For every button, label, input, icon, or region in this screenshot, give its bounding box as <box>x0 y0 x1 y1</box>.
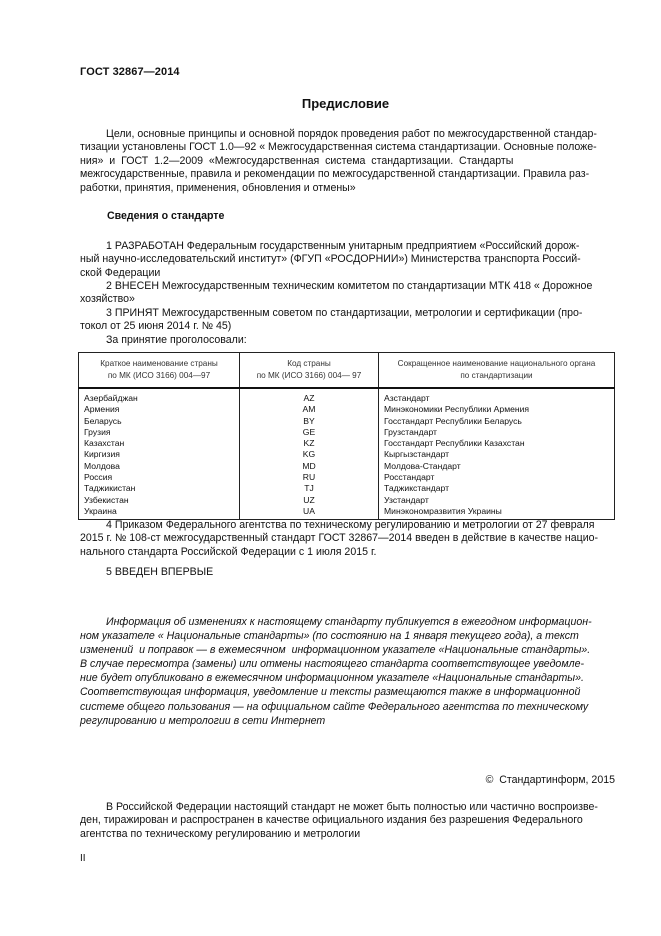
intro-line: межгосударственные, правила и рекомендации по межгосударственной стандартизации. Правила раз- <box>80 168 590 181</box>
cell-country-code: RU <box>240 472 379 483</box>
item-2 <box>80 280 615 307</box>
cell-country-name: Киргизия <box>79 449 240 460</box>
cell-country-code: AZ <box>240 388 379 404</box>
header-country-code: Код страны по МК (ИСО 3166) 004— 97 <box>240 353 379 389</box>
cell-country-name: Россия <box>79 472 240 483</box>
item-line: токол от 25 июня 2014 г. № 45) <box>80 320 232 333</box>
intro-line: работки, принятия, применения, обновления и отмены» <box>80 181 356 194</box>
countries-table <box>78 352 615 520</box>
page-number: II <box>80 853 86 864</box>
rights-paragraph <box>80 801 615 841</box>
cell-country-code: TJ <box>240 483 379 494</box>
intro-line: ния» и ГОСТ 1.2—2009 «Межгосударственная система стандартизации. Стандарты <box>80 154 514 167</box>
cell-standards-body: Госстандарт Республики Казахстан <box>379 438 615 449</box>
table-row <box>79 506 615 520</box>
item-line: ской Федерации <box>80 266 161 279</box>
cell-standards-body: Минэкономики Республики Армения <box>379 404 615 415</box>
header-standards-body: Сокращенное наименование национального органа по стандартизации <box>379 353 615 389</box>
cell-standards-body: Минэкономразвития Украины <box>379 506 615 520</box>
cell-standards-body: Азстандарт <box>379 388 615 404</box>
cell-country-code: UZ <box>240 495 379 506</box>
rights-line: агентства по техническому регулированию и метрологии <box>80 827 361 840</box>
cell-country-code: GE <box>240 427 379 438</box>
cell-standards-body: Узстандарт <box>379 495 615 506</box>
table-row <box>79 472 615 483</box>
cell-standards-body: Росстандарт <box>379 472 615 483</box>
cell-country-code: KZ <box>240 438 379 449</box>
cell-country-name: Узбекистан <box>79 495 240 506</box>
cell-standards-body: Госстандарт Республики Беларусь <box>379 416 615 427</box>
item-1 <box>80 240 615 280</box>
intro-line: Цели, основные принципы и основной порядок проведения работ по межгосударственной стандар- <box>106 128 597 140</box>
cell-country-code: UA <box>240 506 379 520</box>
table-row <box>79 416 615 427</box>
cell-standards-body: Таджикстандарт <box>379 483 615 494</box>
table-row <box>79 427 615 438</box>
cell-country-name: Таджикистан <box>79 483 240 494</box>
cell-country-name: Молдова <box>79 461 240 472</box>
info-line: системе общего пользования — на официальном сайте Федерального агентства по техническому <box>80 700 589 713</box>
info-line: изменений и поправок — в ежемесячном информационном указателе «Национальные стандарты». <box>80 644 591 657</box>
item-line: хозяйство» <box>80 293 135 306</box>
item-line: 2 ВНЕСЕН Межгосударственным техническим комитетом по стандартизации МТК 418 « Дорожное <box>106 280 593 292</box>
cell-country-name: Грузия <box>79 427 240 438</box>
copyright-notice: © Стандартинформ, 2015 <box>485 774 615 786</box>
item-line: 1 РАЗРАБОТАН Федеральным государственным унитарным предприятием «Российский дорож- <box>106 240 580 252</box>
item-line: 3 ПРИНЯТ Межгосударственным советом по стандартизации, метрологии и сертификации (про- <box>106 307 583 319</box>
item-line: нального стандарта Российской Федерации с 1 июля 2015 г. <box>80 545 377 558</box>
info-line: Информация об изменениях к настоящему стандарту публикуется в ежегодном информацион- <box>106 616 592 628</box>
cell-country-code: MD <box>240 461 379 472</box>
cell-country-code: KG <box>240 449 379 460</box>
table-row <box>79 388 615 404</box>
section-heading: Сведения о стандарте <box>107 210 225 222</box>
cell-standards-body: Грузстандарт <box>379 427 615 438</box>
info-line: ном указателе « Национальные стандарты» (по состоянию на 1 января текущего года), а текст <box>80 630 579 643</box>
voted-label: За принятие проголосовали: <box>106 334 247 346</box>
table-body <box>79 388 615 520</box>
info-line: Соответствующая информация, уведомление и тексты размещаются также в информационной <box>80 686 581 699</box>
cell-country-code: BY <box>240 416 379 427</box>
table-row <box>79 495 615 506</box>
rights-line: ден, тиражирован и распространен в качестве официального издания без разрешения Федерального <box>80 814 583 827</box>
cell-country-code: AM <box>240 404 379 415</box>
table-row <box>79 461 615 472</box>
item-4 <box>80 519 615 559</box>
intro-line: тизации установлены ГОСТ 1.0—92 « Межгосударственная система стандартизации. Основные положе- <box>80 141 597 154</box>
table-row <box>79 438 615 449</box>
item-3 <box>80 307 615 334</box>
cell-standards-body: Кыргызстандарт <box>379 449 615 460</box>
item-5: 5 ВВЕДЕН ВПЕРВЫЕ <box>106 566 214 578</box>
info-line: ние будет опубликовано в ежемесячном информационном указателе «Национальные стандарты». <box>80 672 584 685</box>
info-line: В случае пересмотра (замены) или отмены настоящего стандарта соответствующее уведомле- <box>80 658 584 671</box>
rights-line: В Российской Федерации настоящий стандарт не может быть полностью или частично воспроизве- <box>106 801 598 813</box>
document-id: ГОСТ 32867—2014 <box>80 66 180 78</box>
item-line: ный научно-исследовательский институт» (ФГУП «РОСДОРНИИ») Министерства транспорта Россий- <box>80 253 581 266</box>
cell-country-name: Украина <box>79 506 240 520</box>
cell-country-name: Казахстан <box>79 438 240 449</box>
info-paragraph <box>80 615 615 728</box>
header-country-name: Краткое наименование страны по МК (ИСО 3166) 004—97 <box>79 353 240 389</box>
table-header-row <box>79 353 615 389</box>
item-line: 2015 г. № 108-ст межгосударственный стандарт ГОСТ 32867—2014 введен в действие в качестве нацио- <box>80 532 599 545</box>
intro-paragraph <box>80 128 615 195</box>
table-row <box>79 449 615 460</box>
table-row <box>79 404 615 415</box>
cell-country-name: Азербайджан <box>79 388 240 404</box>
table-row <box>79 483 615 494</box>
info-line: регулированию и метрологии в сети Интернет <box>80 714 326 727</box>
cell-country-name: Беларусь <box>79 416 240 427</box>
page-title: Предисловие <box>301 96 390 111</box>
cell-standards-body: Молдова-Стандарт <box>379 461 615 472</box>
item-line: 4 Приказом Федерального агентства по техническому регулированию и метрологии от 27 февраля <box>106 519 595 531</box>
cell-country-name: Армения <box>79 404 240 415</box>
